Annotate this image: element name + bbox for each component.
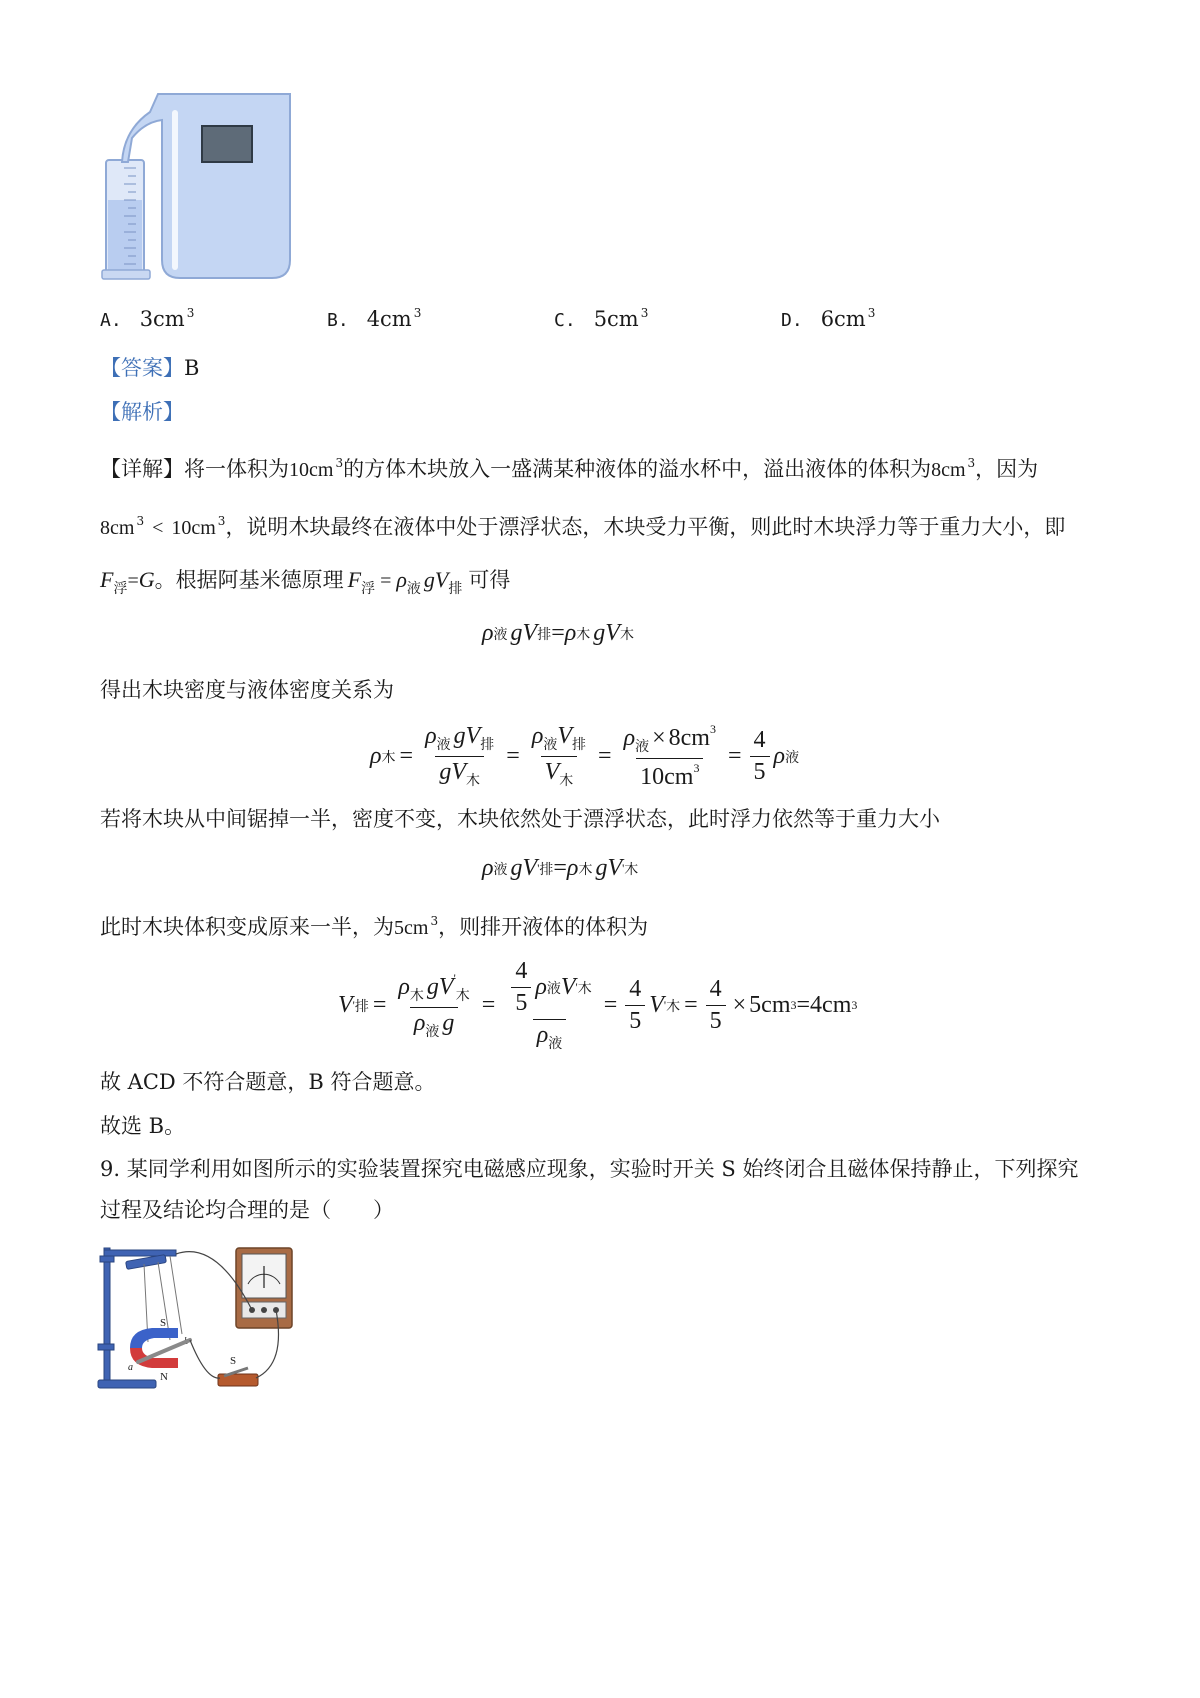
volume-8: 8cm <box>931 459 966 481</box>
volume-5: 5cm <box>394 917 429 939</box>
option-letter: B. <box>327 310 349 331</box>
paragraph-2: 得出木块密度与液体密度关系为 <box>100 678 394 702</box>
fraction <box>511 958 531 1017</box>
exponent: 3 <box>851 998 858 1012</box>
detail-text: ，因为 <box>975 457 1039 481</box>
option-b <box>327 306 421 331</box>
math-symbol: = <box>598 743 612 769</box>
math-value: 8cm <box>668 725 710 751</box>
option-letter: A. <box>100 310 122 331</box>
math-subscript: 液 <box>785 750 800 766</box>
option-value: 5cm <box>593 307 639 331</box>
math-symbol: × <box>652 725 666 751</box>
option-exponent: 3 <box>640 306 649 320</box>
math-symbol: V <box>544 759 560 785</box>
conclusion-1: 故 ACD 不符合题意，B 符合题意。 <box>100 1070 436 1094</box>
detail-text: 此时木块体积变成原来一半，为 <box>100 915 394 939</box>
math-symbol: V <box>560 974 576 1000</box>
math-prime: ' <box>663 998 667 1012</box>
math-symbol: ρ <box>535 974 547 1000</box>
math-symbol: = <box>372 992 387 1018</box>
option-d <box>781 306 875 331</box>
volume-10: 10cm <box>289 459 334 481</box>
option-value: 6cm <box>820 307 866 331</box>
math-value: 4 <box>709 976 722 1002</box>
math-subscript: 排 <box>354 999 369 1015</box>
fraction <box>528 723 590 790</box>
math-value: 4 <box>753 727 766 753</box>
math-symbol: = <box>127 570 139 592</box>
math-symbol: ρ <box>773 743 786 769</box>
equation-4 <box>338 958 857 1053</box>
math-symbol: V <box>605 620 620 646</box>
exponent: 3 <box>790 998 797 1012</box>
math-symbol: ρ <box>482 620 494 646</box>
math-subscript: 木 <box>466 774 481 789</box>
fraction <box>394 971 473 1041</box>
overflow-cup-figure <box>100 90 305 285</box>
math-subscript: 浮 <box>361 581 376 597</box>
math-symbol: V <box>451 759 467 785</box>
math-symbol: V <box>465 723 481 749</box>
math-symbol: = <box>553 855 567 881</box>
math-symbol: ρ <box>564 620 577 646</box>
equation-3 <box>482 855 638 882</box>
option-value: 4cm <box>366 307 412 331</box>
math-subscript: 液 <box>406 581 421 597</box>
math-symbol: V <box>438 973 454 1000</box>
option-c <box>554 306 648 331</box>
math-symbol: = <box>727 743 742 769</box>
math-symbol: = <box>796 992 811 1018</box>
math-symbol: V <box>434 567 449 592</box>
switch-label: S <box>230 1355 237 1367</box>
option-value: 3cm <box>139 307 185 331</box>
math-value: 5cm <box>749 992 791 1018</box>
math-symbol: V <box>338 992 353 1018</box>
horseshoe-magnet <box>128 1317 189 1383</box>
detail-line-2 <box>100 507 1065 542</box>
math-symbol: ρ <box>482 855 494 881</box>
math-subscript: 木 <box>409 988 424 1004</box>
math-symbol: ρ <box>396 567 407 592</box>
math-symbol: ρ <box>413 1009 426 1036</box>
fraction <box>625 976 645 1035</box>
math-symbol: V <box>607 855 623 881</box>
math-value: 4 <box>515 958 528 984</box>
equation-2 <box>370 722 799 791</box>
option-letter: C. <box>554 310 576 331</box>
math-subscript: 液 <box>543 738 558 753</box>
rod-end-a: a <box>128 1362 133 1373</box>
math-symbol: V <box>522 855 538 881</box>
math-subscript: 液 <box>546 981 561 997</box>
measuring-cylinder <box>102 160 150 279</box>
math-symbol: V <box>557 723 573 749</box>
math-subscript: 液 <box>548 1037 563 1052</box>
math-symbol: = <box>684 992 698 1018</box>
math-symbol: ρ <box>531 723 544 749</box>
math-symbol: V <box>649 992 664 1018</box>
math-subscript: 浮 <box>113 581 128 597</box>
math-symbol: ρ <box>370 743 382 769</box>
math-subscript: 木 <box>666 999 681 1015</box>
math-symbol: V <box>522 620 538 646</box>
option-exponent: 3 <box>186 306 195 320</box>
math-symbol: = <box>375 570 397 592</box>
math-symbol: = <box>506 743 520 769</box>
exponent: 3 <box>136 514 145 528</box>
answer-tag: 【答案】 <box>100 356 184 380</box>
math-prime: ' <box>453 970 456 985</box>
math-value: 5 <box>625 1005 645 1035</box>
exponent: 3 <box>217 514 226 528</box>
math-symbol: = <box>481 992 496 1018</box>
math-subscript: 液 <box>493 627 508 643</box>
math-symbol: g <box>426 973 439 1000</box>
math-symbol: × <box>732 992 747 1018</box>
math-subscript: 液 <box>436 738 451 753</box>
math-subscript: 液 <box>425 1024 440 1040</box>
math-symbol: F <box>100 567 114 592</box>
math-subscript: 木 <box>576 627 591 643</box>
math-subscript: 液 <box>493 862 508 878</box>
paragraph-4 <box>100 907 648 942</box>
exponent: 3 <box>709 722 716 736</box>
answer-value: B <box>184 356 200 380</box>
exponent: 3 <box>430 914 439 928</box>
detail-text: ，说明木块最终在液体中处于漂浮状态，木块受力平衡，则此时木块浮力等于重力大小，即 <box>225 515 1066 539</box>
option-letter: D. <box>781 310 803 331</box>
option-a <box>100 306 194 331</box>
overflow-beaker <box>122 94 290 278</box>
switch <box>218 1355 258 1386</box>
math-subscript: 排 <box>539 862 554 878</box>
math-symbol: F <box>347 567 362 592</box>
math-value: 4 <box>629 976 642 1002</box>
math-subscript: 排 <box>572 738 587 753</box>
math-symbol: = <box>603 992 618 1018</box>
paragraph-3: 若将木块从中间锯掉一半，密度不变，木块依然处于漂浮状态，此时浮力依然等于重力大小 <box>100 807 940 831</box>
volume-8: 8cm <box>100 517 135 539</box>
fraction <box>503 958 595 1053</box>
fraction <box>421 723 498 790</box>
math-symbol: ρ <box>425 723 437 749</box>
galvanometer <box>236 1248 292 1328</box>
detail-text: 将一体积为 <box>184 457 289 481</box>
question-9-line-1: 9. 某同学利用如图所示的实验装置探究电磁感应现象，实验时开关 S 始终闭合且磁体保持静止，下列探究 <box>100 1157 1079 1181</box>
math-symbol: ρ <box>623 725 636 751</box>
math-prime: ' <box>622 861 625 875</box>
question-9-line-2: 过程及结论均合理的是（ ） <box>100 1198 394 1222</box>
detail-tag: 【详解】 <box>100 457 184 481</box>
detail-text: 的方体木块放入一盛满某种液体的溢水杯中，溢出液体的体积为 <box>343 457 932 481</box>
math-symbol: g <box>442 1009 455 1036</box>
math-symbol: g <box>510 620 523 646</box>
math-symbol: g <box>593 620 606 646</box>
math-symbol: ρ <box>536 1022 549 1048</box>
math-symbol: g <box>510 855 523 881</box>
math-subscript: 液 <box>635 740 650 755</box>
math-subscript: 木 <box>455 988 470 1004</box>
math-subscript: 木 <box>577 981 592 997</box>
fraction <box>706 976 726 1035</box>
exponent: 3 <box>967 456 976 470</box>
math-value: 5 <box>706 1005 726 1035</box>
detail-line-3 <box>100 566 510 603</box>
fraction <box>620 722 720 791</box>
math-value: 5 <box>750 756 770 786</box>
math-subscript: 木 <box>381 750 396 766</box>
math-prime: ' <box>575 980 578 994</box>
detail-text: 。根据阿基米德原理 <box>154 568 344 592</box>
exponent: 3 <box>335 456 344 470</box>
math-symbol: = <box>551 620 565 646</box>
math-symbol: g <box>453 723 466 749</box>
math-value: 10cm <box>640 764 694 790</box>
math-subscript: 木 <box>559 774 574 789</box>
exponent: 3 <box>693 761 700 775</box>
detail-text: 可得 <box>468 568 511 592</box>
answer-line <box>100 354 199 382</box>
math-subscript: 木 <box>624 862 639 878</box>
math-subscript: 排 <box>448 581 463 597</box>
option-exponent: 3 <box>867 306 876 320</box>
math-symbol: g <box>595 855 608 881</box>
math-symbol: g <box>423 567 435 592</box>
math-value: 4cm <box>810 992 852 1018</box>
math-subscript: 排 <box>480 738 495 753</box>
math-symbol: = <box>399 743 414 769</box>
math-symbol: G <box>138 567 155 592</box>
math-value: 5 <box>511 987 531 1017</box>
math-symbol: g <box>439 759 452 785</box>
volume-10: 10cm <box>171 517 216 539</box>
equation-1 <box>482 620 634 647</box>
electromagnetic-induction-figure <box>96 1244 326 1394</box>
magnet-pole-s: S <box>160 1317 167 1329</box>
math-symbol: ρ <box>566 855 579 881</box>
less-than: < <box>152 517 164 539</box>
math-prime: ' <box>537 861 540 875</box>
math-subscript: 木 <box>619 627 634 643</box>
math-subscript: 排 <box>537 627 552 643</box>
option-exponent: 3 <box>413 306 422 320</box>
analysis-tag: 【解析】 <box>100 400 184 424</box>
magnet-pole-n: N <box>160 1371 168 1383</box>
detail-line-1 <box>100 449 1038 484</box>
conclusion-2: 故选 B。 <box>100 1114 186 1138</box>
detail-text: ，则排开液体的体积为 <box>438 915 649 939</box>
math-symbol: ρ <box>398 973 410 1000</box>
fraction <box>750 727 770 786</box>
math-subscript: 木 <box>578 862 593 878</box>
math-prime: ' <box>352 998 355 1012</box>
